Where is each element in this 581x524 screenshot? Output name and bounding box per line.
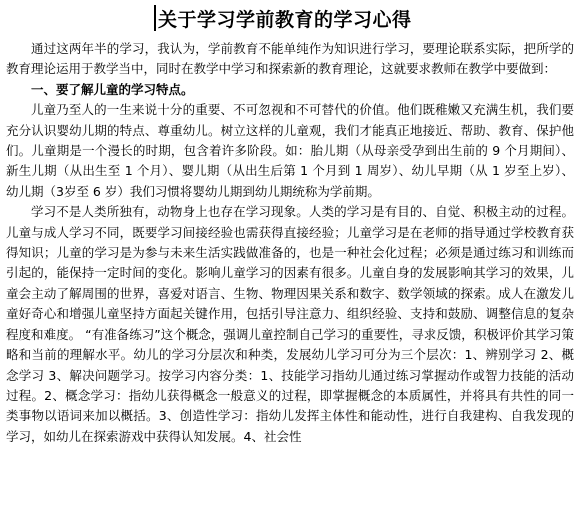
document-title: 关于学习学前教育的学习心得	[158, 8, 412, 31]
body-paragraph-1: 儿童乃至人的一生来说十分的重要、不可忽视和不可替代的价值。他们既稚嫩又充满生机，我们要充分认识婴幼儿期的特点、尊重幼儿。树立这样的儿童观，我们才能真正地接近、帮助、教育、保护他们。儿童期是一个漫长的时期，包含着许多阶段。如：胎儿期（从母亲受孕到出生前的 9 个月期间）、新生儿期（从出生至 1 个月）、婴儿期（从出生后第 1 个月到 1 周岁）、幼儿早期（从 1 岁至上岁）、幼儿期（3岁至 6 岁）我们习惯将婴幼儿期到幼儿期统称为学前期。	[6, 102, 574, 199]
document-body	[6, 39, 574, 447]
document-title-block	[154, 4, 412, 32]
body-paragraph-2: 学习不是人类所独有，动物身上也存在学习现象。人类的学习是有目的、自觉、积极主动的过程。儿童与成人学习不同，既要学习间接经验也需获得直接经验；儿童学习是在老师的指导通过学校教育获得知识；儿童的学习是为参与未来生活实践做准备的，也是一种社会化过程；必须是通过练习和训练而引起的，能保持一定时间的变化。影响儿童学习的因素有很多。儿童自身的发展影响其学习的效果，儿童会主动了解周围的世界，喜爱对语言、生物、物理因果关系和数字、数学领域的探索。成人在激发儿童好奇心和增强儿童坚持方面起关键作用，包括引导注意力、组织经验、支持和鼓励、调整信息的复杂程度和难度。 “有准备练习”这个概念，强调儿童控制自己学习的重要性，寻求反馈，积极评价其学习策略和当前的理解水平。幼儿的学习分层次和种类，发展幼儿学习可分为三个层次：1、辨别学习 2、概念学习 3、解决问题学习。按学习内容分类：1、技能学习指幼儿通过练习掌握动作或智力技能的活动过程。2、概念学习：指幼儿获得概念一般意义的过程，即掌握概念的本质属性，并将具有共性的同一类事物以语词来加以概括。3、创造性学习：指幼儿发挥主体性和能动性，进行自我建构、自我发现的学习，如幼儿在探索游戏中获得认知发展。4、社会性	[6, 204, 574, 444]
text-cursor	[154, 5, 156, 31]
section-heading: 一、要了解儿童的学习特点。	[31, 81, 194, 97]
intro-paragraph: 通过这两年半的学习，我认为，学前教育不能单纯作为知识进行学习，要理论联系实际，把所学的教育理论运用于教学当中，同时在教学中学习和探索新的教育理论，这就要求教师在教学中要做到：	[6, 41, 574, 77]
